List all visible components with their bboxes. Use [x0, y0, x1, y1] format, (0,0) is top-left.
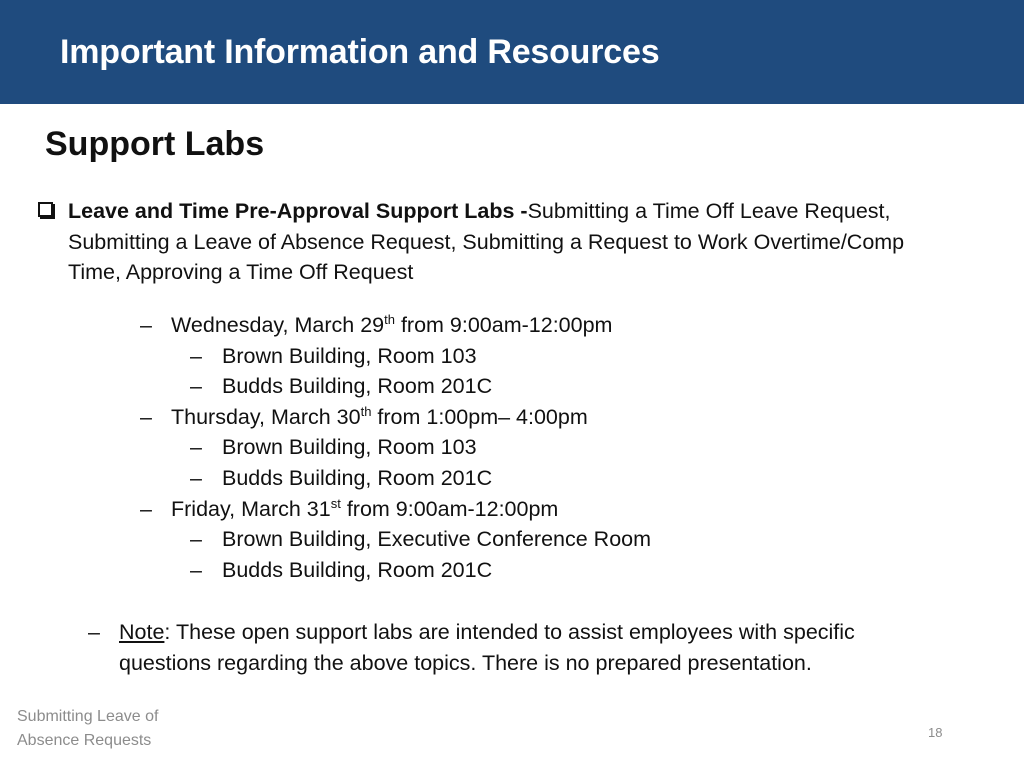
- schedule-time: from 9:00am-12:00pm: [340, 496, 559, 521]
- slide-title: Important Information and Resources: [60, 33, 660, 71]
- note-text: [119, 617, 938, 678]
- schedule-date: Friday, March 31: [171, 496, 331, 521]
- schedule-date: Thursday, March 30: [171, 404, 361, 429]
- schedule-location-row: [140, 463, 651, 494]
- schedule-location-row: [140, 432, 651, 463]
- schedule-date: Wednesday, March 29: [171, 313, 385, 337]
- schedule-location: Budds Building, Room 201C: [222, 374, 493, 399]
- main-bullet-text: [68, 196, 938, 288]
- dash-bullet-icon: ‒: [140, 313, 152, 337]
- schedule-location-row: [140, 341, 651, 372]
- main-bullet: [38, 196, 938, 288]
- date-ordinal: th: [360, 403, 372, 419]
- dash-bullet-icon: ‒: [190, 557, 202, 582]
- date-ordinal: th: [384, 312, 395, 327]
- footer-presentation-title: Submitting Leave of Absence Requests: [17, 708, 159, 749]
- schedule-location-row: [140, 555, 651, 586]
- section-title: Support Labs: [45, 125, 265, 163]
- checkbox-bullet-icon: [38, 202, 53, 217]
- note-label: Note: [119, 620, 165, 644]
- header-bar: [0, 0, 1024, 104]
- schedule-location-row: [140, 524, 651, 555]
- bullet-description: Submitting a Time Off Leave Request, Submitting a Leave of Absence Request, Submitting a Request to Work Overtime/Comp Time, Approving a Time Off Request: [68, 199, 905, 285]
- dash-bullet-icon: ‒: [140, 404, 152, 429]
- dash-bullet-icon: ‒: [88, 620, 100, 644]
- date-ordinal: st: [330, 495, 341, 511]
- schedule-list: [140, 310, 651, 585]
- dash-bullet-icon: ‒: [190, 374, 202, 399]
- bullet-bold-lead: Leave and Time Pre-Approval Support Labs -: [68, 199, 528, 223]
- dash-bullet-icon: ‒: [190, 527, 202, 552]
- dash-bullet-icon: ‒: [140, 496, 152, 521]
- schedule-date-row: [140, 402, 651, 433]
- schedule-location: Budds Building, Room 201C: [222, 465, 493, 490]
- dash-bullet-icon: ‒: [190, 435, 202, 460]
- note-block: [88, 617, 938, 678]
- dash-bullet-icon: ‒: [190, 343, 202, 368]
- note-description: : These open support labs are intended to assist employees with specific questions regarding the above topics. There is no prepared presentation.: [119, 620, 855, 675]
- schedule-location: Brown Building, Executive Conference Room: [222, 527, 652, 552]
- schedule-location: Budds Building, Room 201C: [222, 557, 493, 582]
- dash-bullet-icon: ‒: [190, 465, 202, 490]
- schedule-date-row: [140, 310, 651, 341]
- schedule-location: Brown Building, Room 103: [222, 435, 477, 460]
- schedule-date-row: [140, 494, 651, 525]
- schedule-time: from 9:00am-12:00pm: [394, 313, 613, 337]
- schedule-time: from 1:00pm– 4:00pm: [371, 404, 588, 429]
- page-number: 18: [928, 725, 943, 740]
- schedule-location: Brown Building, Room 103: [222, 343, 477, 368]
- schedule-location-row: [140, 371, 651, 402]
